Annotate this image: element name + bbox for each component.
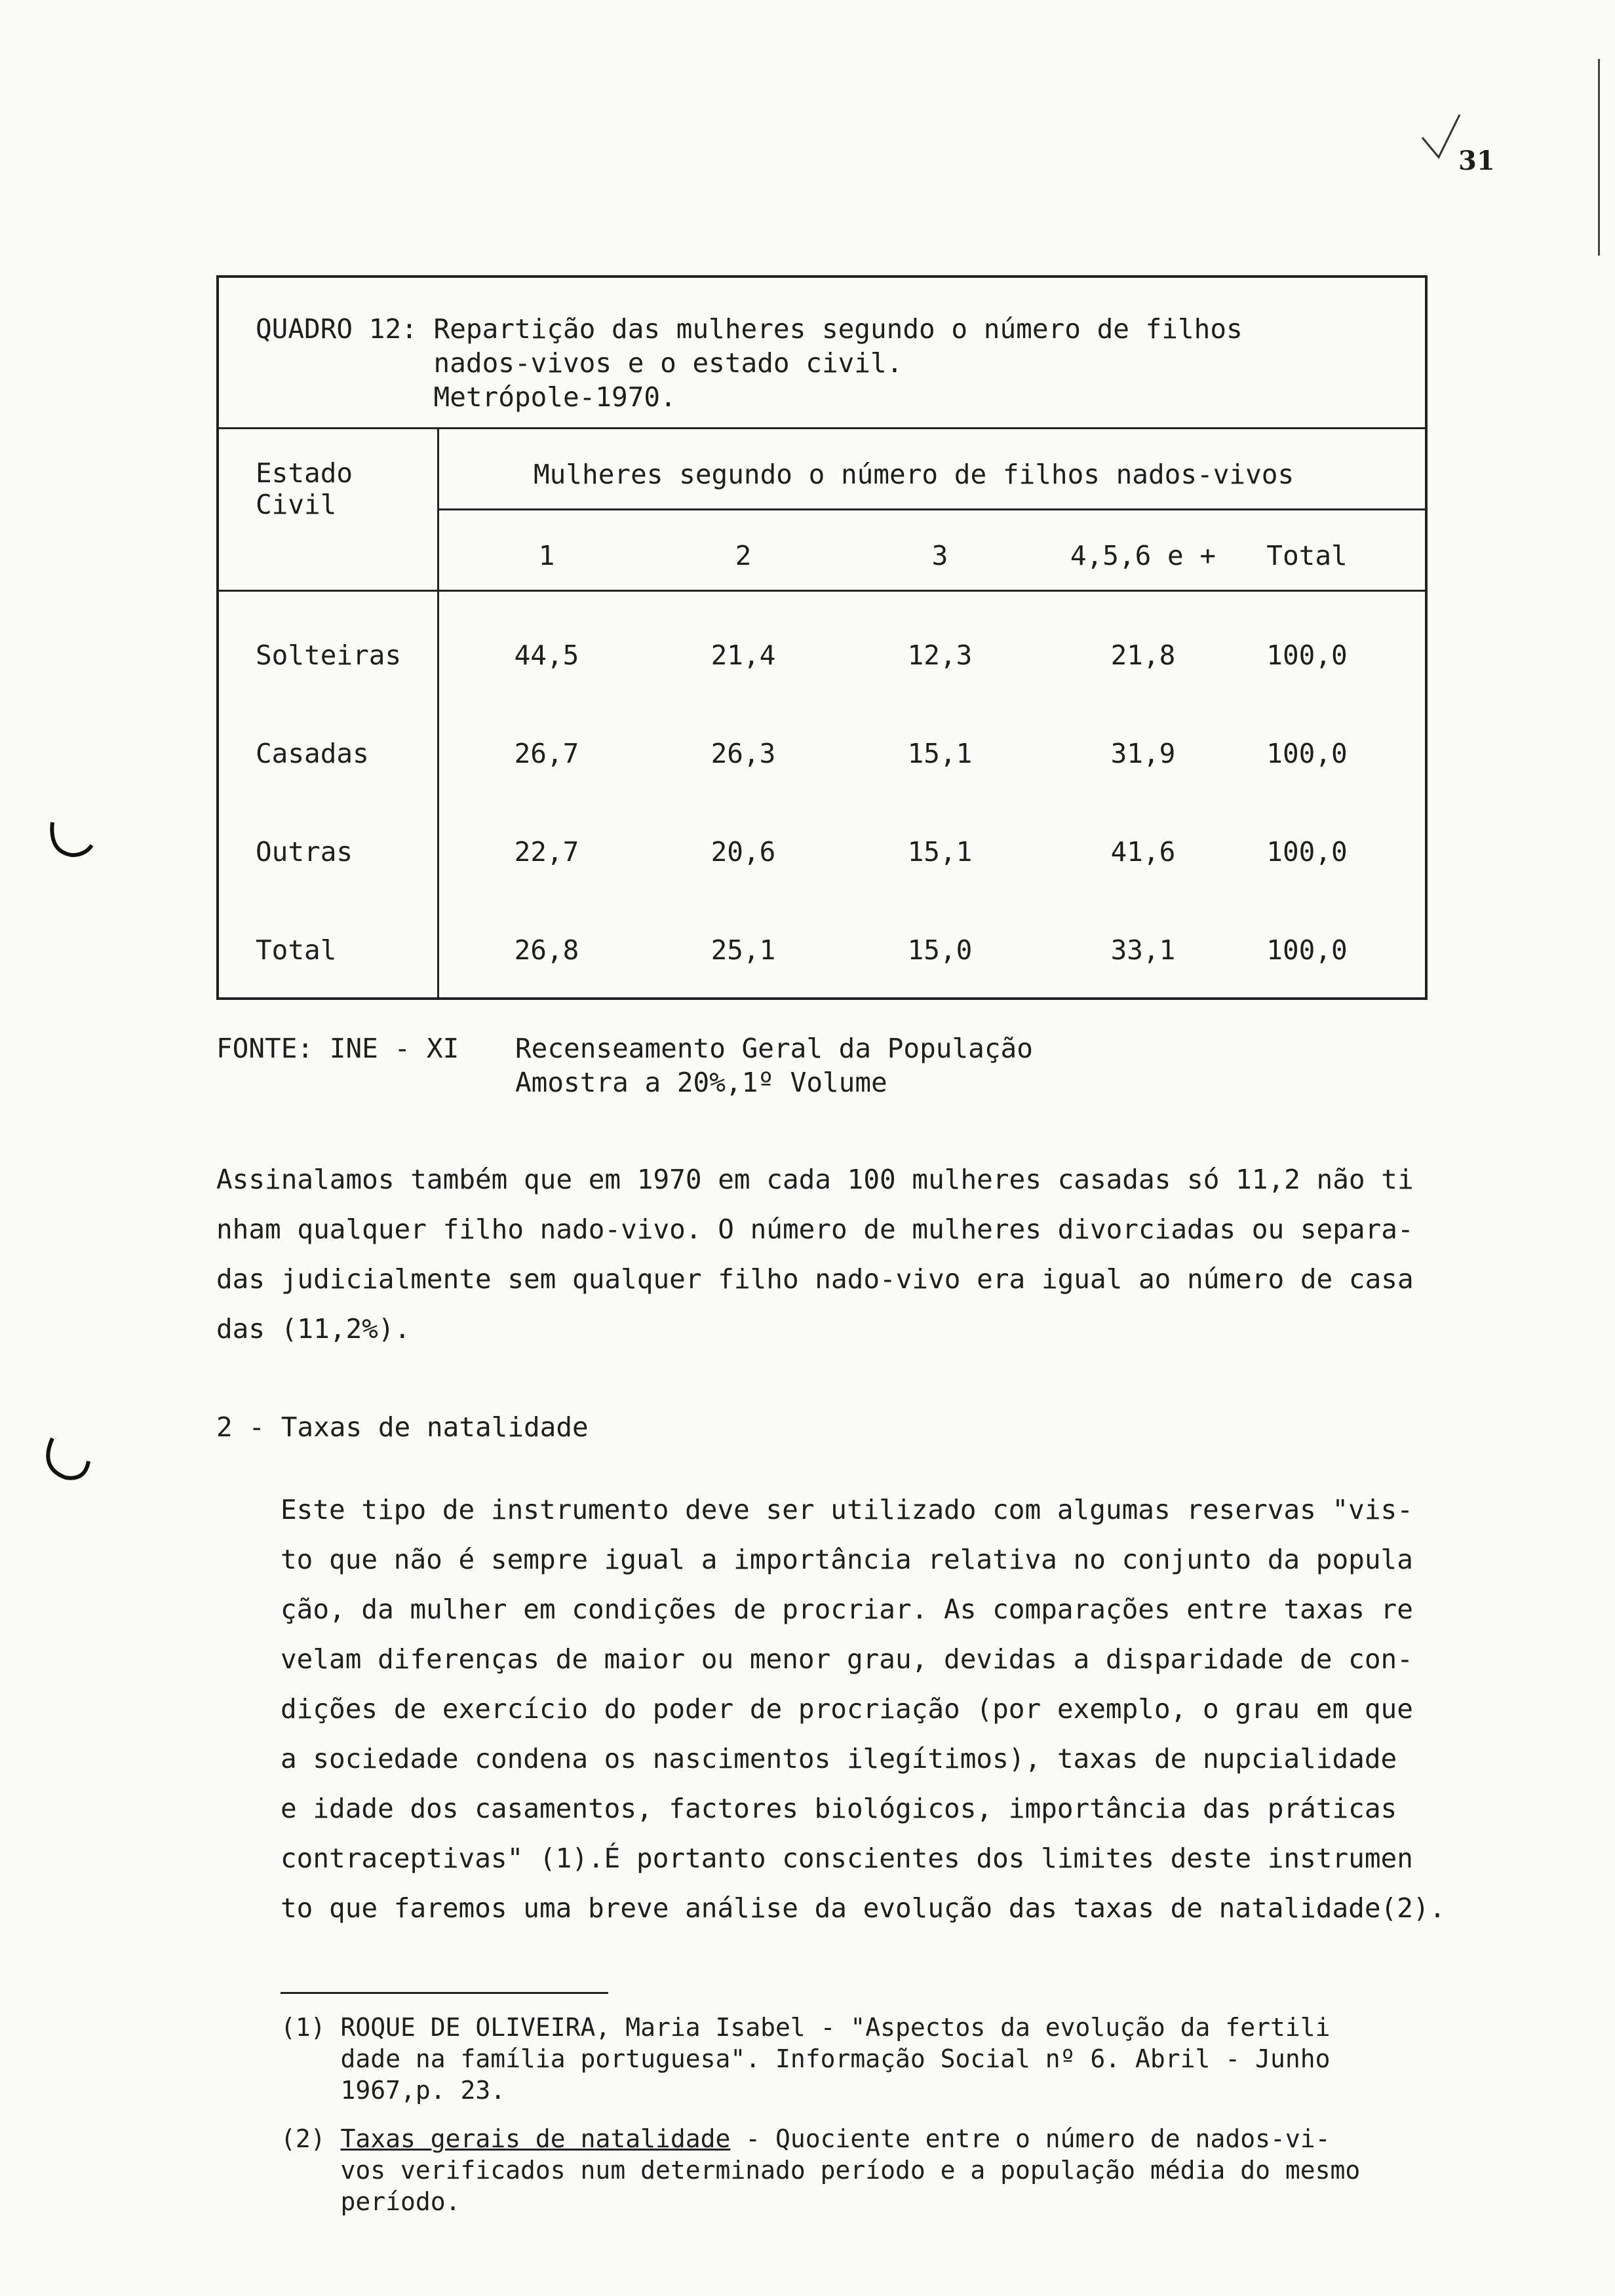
- paragraph-1-line: das judicialmente sem qualquer filho nado-vivo era igual ao número de casa: [216, 1263, 1414, 1295]
- paragraph-1-line: Assinalamos também que em 1970 em cada 100 mulheres casadas só 11,2 não ti: [216, 1164, 1414, 1195]
- paragraph-2-line: ção, da mulher em condições de procriar. As comparações entre taxas re: [281, 1594, 1413, 1625]
- paragraph-1-line: das (11,2%).: [216, 1313, 411, 1345]
- binding-edge-line: [1598, 59, 1600, 256]
- source-line-1: Recenseamento Geral da População: [515, 1033, 1033, 1064]
- table-cell: 33,1: [1110, 934, 1176, 966]
- table-cell: 41,6: [1110, 836, 1176, 868]
- table-cell: 25,1: [710, 934, 776, 966]
- table-rule-stub: [437, 427, 439, 1000]
- column-header: Total: [1266, 540, 1348, 571]
- table-cell: 20,6: [710, 836, 776, 868]
- table-cell: 100,0: [1266, 836, 1348, 868]
- table-cell: 31,9: [1110, 738, 1176, 769]
- section-title: 2 - Taxas de natalidade: [216, 1411, 589, 1443]
- paragraph-2-line: e idade dos casamentos, factores biológicos, importância das práticas: [281, 1793, 1397, 1824]
- table-cell: 21,8: [1110, 640, 1176, 671]
- paragraph-2-line: Este tipo de instrumento deve ser utilizado com algumas reservas "vis-: [281, 1494, 1413, 1525]
- data-table: [216, 275, 1428, 1000]
- table-title-line-2: nados-vivos e o estado civil.: [256, 347, 903, 379]
- column-header: 2: [735, 540, 752, 571]
- table-cell: 26,7: [514, 738, 579, 769]
- table-cell: 15,1: [907, 836, 973, 868]
- table-cell: 12,3: [907, 640, 973, 671]
- table-cell: 15,1: [907, 738, 973, 769]
- group-header: Mulheres segundo o número de filhos nados-vivos: [534, 459, 1294, 490]
- table-rule-header: [219, 590, 1428, 592]
- row-label: Outras: [256, 836, 353, 868]
- footnote-rule: [281, 1992, 608, 1994]
- footnote-2-line: vos verificados num determinado período e a população média do mesmo: [281, 2156, 1361, 2185]
- paragraph-1-line: nham qualquer filho nado-vivo. O número de mulheres divorciadas ou separa-: [216, 1214, 1414, 1245]
- table-cell: 22,7: [514, 836, 579, 868]
- check-mark: [1419, 111, 1465, 164]
- footnote-2-prefix: (2): [281, 2124, 341, 2153]
- paragraph-2-line: contraceptivas" (1).É portanto conscientes dos limites deste instrumen: [281, 1843, 1413, 1874]
- table-title-line-3: Metrópole-1970.: [256, 381, 676, 413]
- footnote-1-line: (1) ROQUE DE OLIVEIRA, Maria Isabel - "Aspectos da evolução da fertili: [281, 2013, 1331, 2042]
- row-label: Total: [256, 934, 337, 966]
- row-label: Solteiras: [256, 640, 402, 671]
- table-cell: 100,0: [1266, 934, 1348, 966]
- table-cell: 26,8: [514, 934, 579, 966]
- stub-header-line-1: Estado: [256, 457, 353, 489]
- table-cell: 15,0: [907, 934, 973, 966]
- table-title-line-1: QUADRO 12: Repartição das mulheres segundo o número de filhos: [256, 313, 1243, 345]
- footnote-2-term: Taxas gerais de natalidade: [340, 2124, 731, 2153]
- paragraph-2-line: velam diferenças de maior ou menor grau, devidas a disparidade de con-: [281, 1643, 1413, 1675]
- paragraph-2-line: to que faremos uma breve análise da evolução das taxas de natalidade(2).: [281, 1892, 1446, 1924]
- paragraph-2-line: to que não é sempre igual a importância relativa no conjunto da popula: [281, 1544, 1413, 1575]
- margin-mark-top: [46, 819, 98, 865]
- footnote-2-definition: - Quociente entre o número de nados-vi-: [730, 2124, 1331, 2153]
- column-header: 1: [538, 540, 555, 571]
- table-cell: 21,4: [710, 640, 776, 671]
- table-cell: 26,3: [710, 738, 776, 769]
- column-header: 4,5,6 e +: [1070, 540, 1216, 571]
- table-cell: 44,5: [514, 640, 579, 671]
- column-header: 3: [931, 540, 948, 571]
- table-cell: 100,0: [1266, 640, 1348, 671]
- table-rule-title: [219, 427, 1428, 429]
- source-line-2: Amostra a 20%,1º Volume: [515, 1067, 887, 1098]
- table-rule-group: [437, 508, 1428, 510]
- page-number: 31: [1458, 145, 1495, 176]
- footnote-1-line: dade na família portuguesa". Informação Social nº 6. Abril - Junho: [281, 2044, 1331, 2073]
- footnote-1-line: 1967,p. 23.: [281, 2076, 506, 2105]
- table-cell: 100,0: [1266, 738, 1348, 769]
- stub-header-line-2: Civil: [256, 489, 337, 520]
- footnote-2-line: período.: [281, 2187, 461, 2216]
- footnote-2-line-1: [281, 2123, 1330, 2154]
- source-label: FONTE: INE - XI: [216, 1033, 459, 1064]
- paragraph-2-line: dições de exercício do poder de procriação (por exemplo, o grau em que: [281, 1693, 1413, 1725]
- paragraph-2-line: a sociedade condena os nascimentos ilegítimos), taxas de nupcialidade: [281, 1743, 1397, 1774]
- margin-mark-bottom: [39, 1432, 98, 1491]
- row-label: Casadas: [256, 738, 369, 769]
